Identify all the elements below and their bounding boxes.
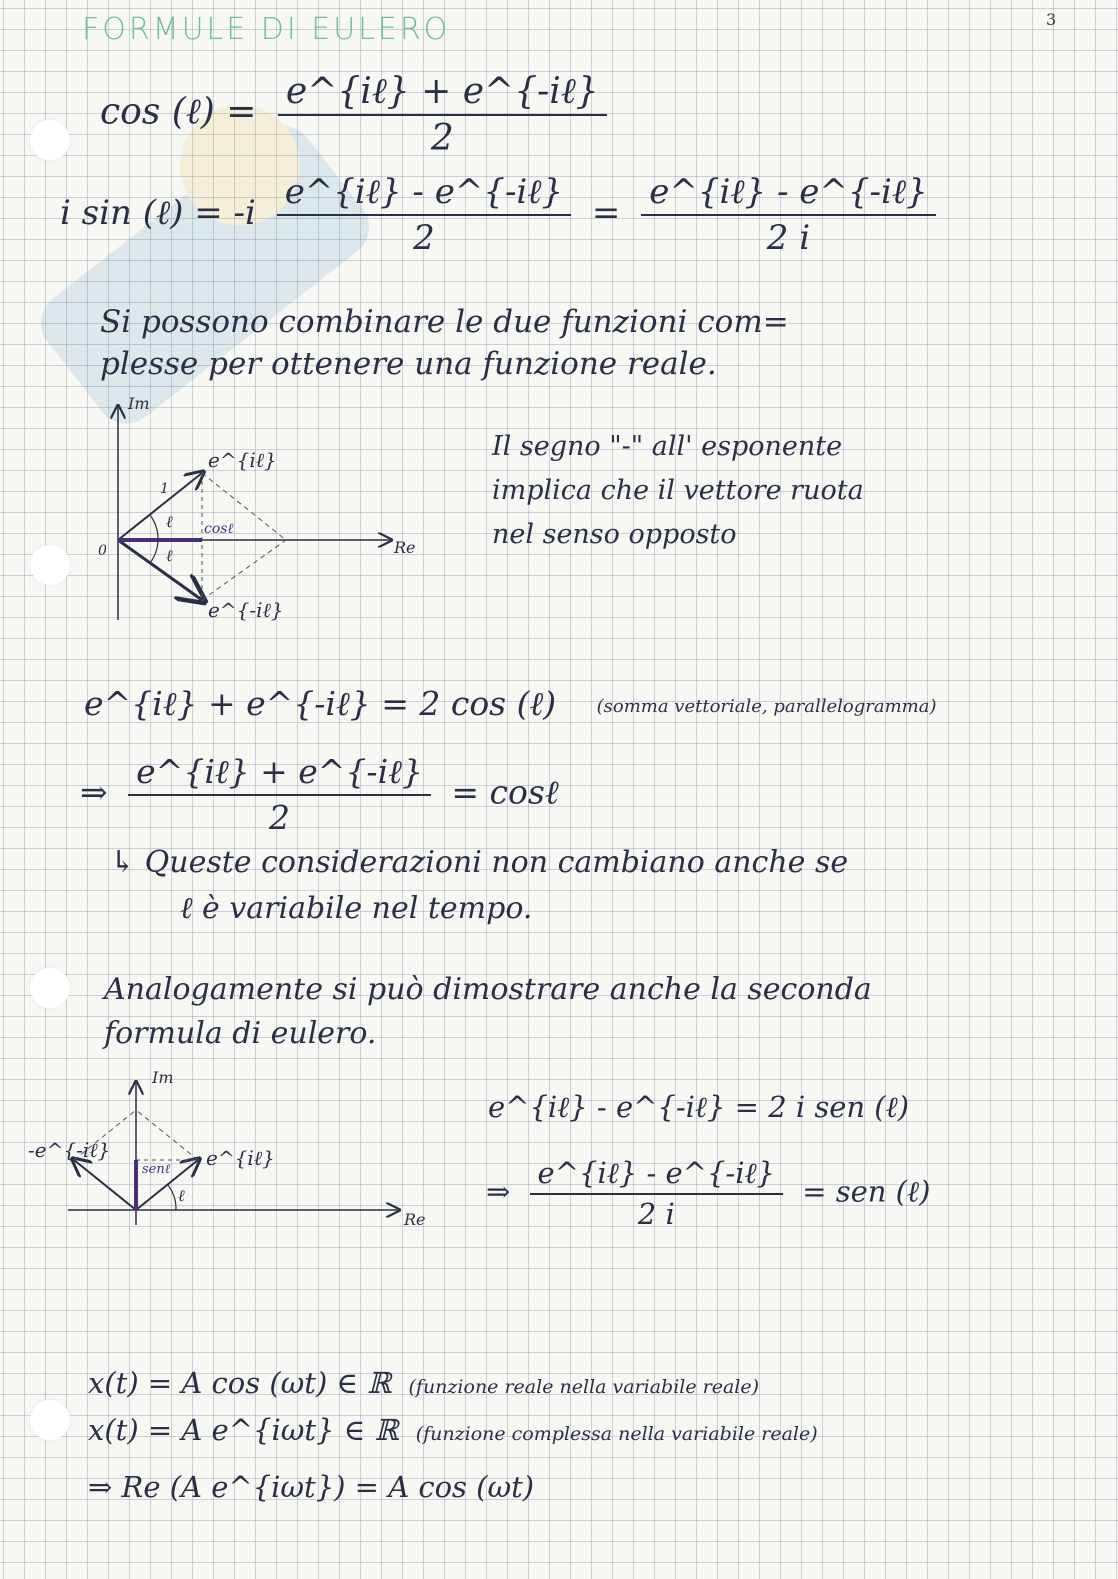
line-1-text: x(t) = A cos (ωt) ∈ ℝ: [88, 1366, 392, 1400]
eq4-fraction: [128, 752, 431, 837]
paragraph-1-line-1: Si possono combinare le due funzioni com=: [100, 304, 789, 340]
phasor-diagram-sin: [28, 1065, 428, 1235]
im-axis-label: Im: [152, 1068, 174, 1087]
eq6-denominator: 2 i: [530, 1193, 783, 1231]
line-2-comment: (funzione complessa nella variabile reale): [415, 1423, 818, 1445]
eq1-denominator: 2: [278, 114, 607, 159]
equation-sin-result: [486, 1156, 930, 1231]
eq4-rhs: = cosℓ: [451, 772, 559, 812]
eq6-fraction: [530, 1156, 783, 1231]
eq2-numerator-2: e^{iℓ} - e^{-iℓ}: [649, 172, 928, 212]
angle-bottom-label: ℓ: [166, 546, 173, 565]
vector-left-label: -e^{-iℓ}: [28, 1138, 111, 1162]
parallelogram-edge: [202, 540, 286, 600]
eq6-numerator: e^{iℓ} - e^{-iℓ}: [537, 1156, 775, 1190]
line-2-text: x(t) = A e^{iωt} ∈ ℝ: [88, 1413, 399, 1447]
origin-label: 0: [98, 543, 107, 559]
line-1-comment: (funzione reale nella variabile reale): [408, 1376, 760, 1398]
equation-sin: [60, 172, 946, 258]
paragraph-4-line-2: formula di eulero.: [104, 1016, 377, 1051]
eq1-numerator: e^{iℓ} + e^{-iℓ}: [285, 71, 599, 112]
eq4-numerator: e^{iℓ} + e^{-iℓ}: [136, 752, 423, 791]
eq6-rhs: = sen (ℓ): [802, 1174, 931, 1209]
angle-label: ℓ: [178, 1186, 185, 1205]
paragraph-4-line-1: Analogamente si può dimostrare anche la seconda: [104, 972, 872, 1007]
eq2-denominator-1: 2: [277, 214, 571, 258]
binder-hole: [30, 1400, 70, 1440]
eq2-lhs: i sin (ℓ) = -i: [60, 193, 256, 233]
equation-sum: [84, 684, 936, 724]
re-axis-label: Re: [404, 1210, 426, 1229]
line-real-function: [88, 1366, 759, 1400]
phasor-diagram-cos: [90, 395, 420, 635]
eq2-equals: =: [591, 193, 621, 233]
eq2-fraction-1: [277, 172, 571, 258]
eq3-comment: (somma vettoriale, parallelogramma): [596, 695, 937, 717]
angle-arc: [150, 515, 158, 540]
equation-difference: e^{iℓ} - e^{-iℓ} = 2 i sen (ℓ): [488, 1090, 910, 1124]
line-real-part: ⇒ Re (A e^{iωt}) = A cos (ωt): [88, 1470, 535, 1504]
paragraph-3: [110, 840, 848, 932]
paragraph-2-line-2: implica che il vettore ruota: [492, 475, 864, 506]
paragraph-2-line-3: nel senso opposto: [492, 519, 737, 550]
angle-arc: [150, 540, 158, 563]
eq4-denominator: 2: [128, 794, 431, 837]
eq3-text: e^{iℓ} + e^{-iℓ} = 2 cos (ℓ): [84, 684, 557, 723]
paragraph-2-line-1: Il segno "-" all' esponente: [492, 431, 843, 462]
equation-cos-result: [80, 752, 559, 837]
vector-right-label: e^{iℓ}: [206, 1146, 275, 1170]
sin-label: senℓ: [142, 1162, 171, 1177]
re-axis-label: Re: [394, 538, 416, 557]
paragraph-3-line-2: ℓ è variabile nel tempo.: [180, 891, 533, 926]
eq4-arrow: ⇒: [80, 772, 108, 812]
paragraph-2: [492, 425, 864, 557]
angle-arc: [168, 1185, 176, 1210]
im-axis-label: Im: [128, 394, 150, 413]
eq6-arrow: ⇒: [486, 1174, 511, 1209]
page-number: 3: [1046, 10, 1057, 29]
eq2-denominator-2: 2 i: [641, 214, 935, 258]
binder-hole: [30, 968, 70, 1008]
line-complex-function: [88, 1413, 818, 1447]
equation-cos: [100, 70, 617, 159]
page-title: FORMULE DI EULERO: [82, 12, 451, 47]
parallelogram-edge: [136, 1110, 198, 1160]
angle-top-label: ℓ: [166, 512, 173, 531]
paragraph-3-line-1: ↳ Queste considerazioni non cambiano anche se: [110, 845, 849, 880]
eq2-fraction-2: [641, 172, 935, 258]
vector-minus-e-minus-il: [74, 1160, 136, 1210]
paragraph-4: [104, 968, 872, 1056]
vector-top-label: e^{iℓ}: [208, 448, 277, 472]
vector-e-minus-il: [118, 540, 202, 600]
cos-label: cosℓ: [204, 521, 234, 537]
vector-bottom-label: e^{-iℓ}: [208, 598, 284, 622]
unit-length-label: 1: [160, 481, 169, 497]
binder-hole: [30, 120, 70, 160]
eq2-numerator-1: e^{iℓ} - e^{-iℓ}: [284, 172, 564, 212]
paragraph-1-line-2: plesse per ottenere una funzione reale.: [100, 346, 717, 382]
eq1-fraction: [278, 70, 607, 159]
eq1-lhs: cos (ℓ) =: [100, 91, 257, 133]
binder-hole: [30, 545, 70, 585]
